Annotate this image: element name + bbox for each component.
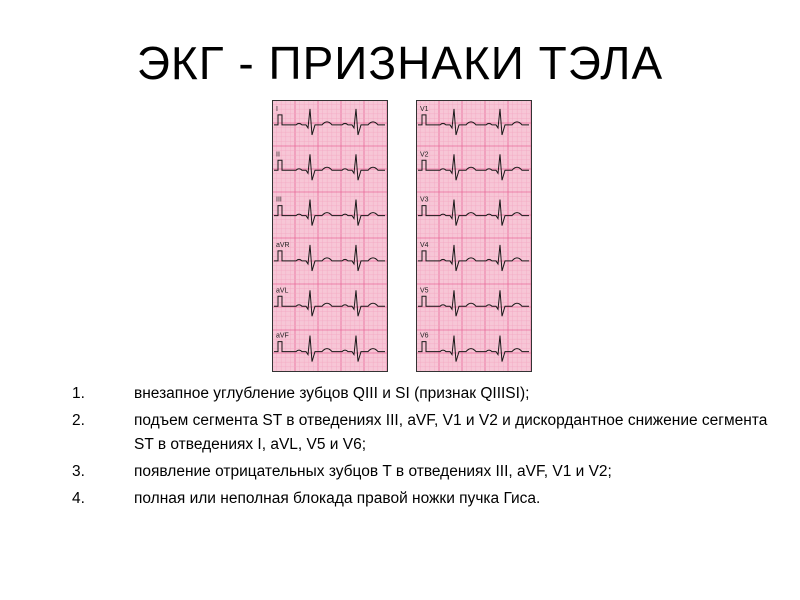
ecg-lead-label: I bbox=[276, 106, 278, 113]
ecg-lead-label: V4 bbox=[420, 242, 429, 249]
list-item-number: 3. bbox=[72, 463, 85, 480]
ecg-limb-leads-strip bbox=[272, 100, 388, 372]
ecg-lead-label: V1 bbox=[420, 106, 429, 113]
signs-list bbox=[72, 382, 772, 514]
list-item-text: полная или неполная блокада правой ножки пучка Гиса. bbox=[134, 490, 541, 507]
ecg-lead-label: III bbox=[276, 196, 282, 204]
list-item bbox=[72, 487, 772, 511]
ecg-lead-label: V5 bbox=[420, 287, 429, 295]
list-item bbox=[72, 382, 772, 406]
ecg-chest-leads-chart bbox=[416, 100, 532, 372]
ecg-lead-label: aVF bbox=[276, 332, 289, 340]
ecg-paper bbox=[272, 100, 388, 372]
ecg-lead-label: aVR bbox=[276, 242, 290, 249]
list-item-number: 1. bbox=[72, 385, 85, 402]
ecg-lead-label: V6 bbox=[420, 332, 429, 340]
list-item-text: внезапное углубление зубцов QIII и SI (признак QIIISI); bbox=[134, 385, 530, 402]
ecg-chest-leads-strip bbox=[416, 100, 532, 372]
ecg-lead-label: aVL bbox=[276, 287, 289, 295]
ecg-lead-label: V3 bbox=[420, 196, 429, 204]
ecg-lead-label: V2 bbox=[420, 151, 429, 159]
ecg-paper bbox=[416, 100, 532, 372]
list-item bbox=[72, 409, 772, 457]
list-item bbox=[72, 460, 772, 484]
list-item-text: появление отрицательных зубцов T в отведениях III, aVF, V1 и V2; bbox=[134, 463, 612, 480]
slide-title: ЭКГ - ПРИЗНАКИ ТЭЛА bbox=[136, 37, 664, 89]
list-item-number: 2. bbox=[72, 412, 85, 429]
ecg-lead-label: II bbox=[276, 151, 280, 159]
ecg-limb-leads-chart bbox=[272, 100, 388, 372]
list-item-number: 4. bbox=[72, 490, 85, 507]
list-item-text: подъем сегмента ST в отведениях III, aVF, V1 и V2 и дискордантное снижение сегмента ST в отведениях I, aVL, V5 и V6; bbox=[134, 412, 768, 453]
